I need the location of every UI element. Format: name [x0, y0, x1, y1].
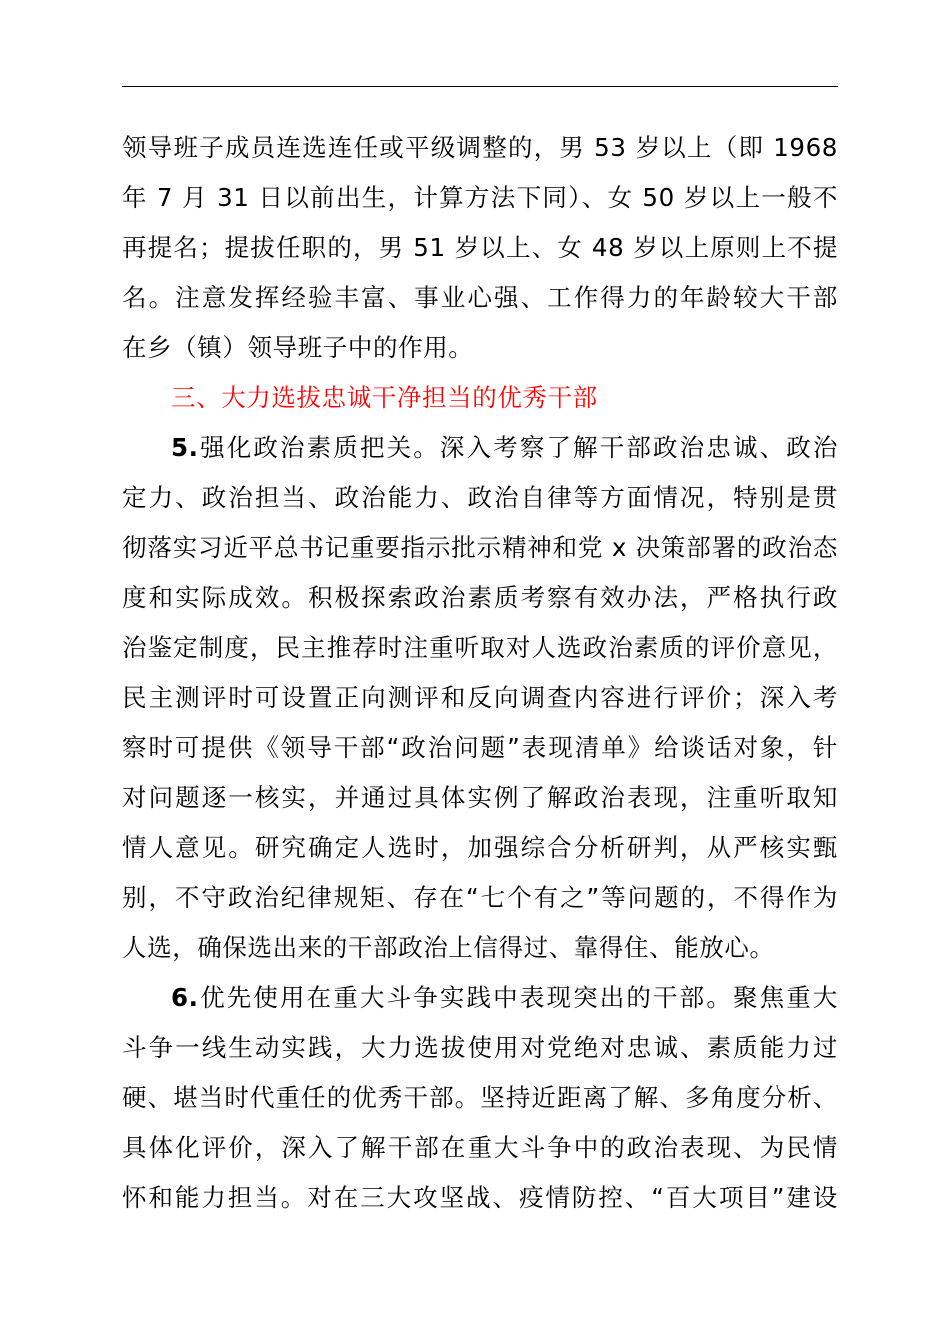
- paragraph-line: 硬、堪当时代重任的优秀干部。坚持近距离了解、多角度分析、: [122, 1083, 838, 1112]
- paragraph-line: 别，不守政治纪律规矩、存在“七个有之”等问题的，不得作为: [122, 883, 838, 912]
- paragraph-line: 名。注意发挥经验丰富、事业心强、工作得力的年龄较大干部: [122, 283, 838, 312]
- paragraph-line: 治鉴定制度，民主推荐时注重听取对人选政治素质的评价意见，: [122, 633, 838, 662]
- item-6-number: 6.: [171, 983, 199, 1012]
- paragraph-line: 在乡（镇）领导班子中的作用。: [122, 333, 474, 362]
- paragraph-line: 彻落实习近平总书记重要指示批示精神和党 x 决策部署的政治态: [122, 533, 838, 562]
- paragraph-line: 情人意见。研究确定人选时，加强综合分析研判，从严核实甄: [122, 833, 838, 862]
- paragraph-line: 怀和能力担当。对在三大攻坚战、疫情防控、“百大项目”建设: [122, 1183, 838, 1212]
- document-body: [122, 123, 838, 1223]
- item-6-first-line: [122, 973, 838, 1023]
- paragraph-line: 民主测评时可设置正向测评和反向调查内容进行评价；深入考: [122, 683, 838, 712]
- item-5-number: 5.: [171, 433, 199, 462]
- item-6-line: 优先使用在重大斗争实践中表现突出的干部。聚焦重大: [198, 983, 838, 1012]
- paragraph-line: 人选，确保选出来的干部政治上信得过、靠得住、能放心。: [122, 933, 775, 962]
- item-5-first-line: [122, 423, 838, 473]
- paragraph-line: 察时可提供《领导干部“政治问题”表现清单》给谈话对象，针: [122, 733, 838, 762]
- header-rule: [122, 86, 838, 87]
- section-heading: 三、大力选拔忠诚干净担当的优秀干部: [171, 383, 598, 412]
- paragraph-line: 具体化评价，深入了解干部在重大斗争中的政治表现、为民情: [122, 1133, 838, 1162]
- paragraph-line: 再提名；提拔任职的，男 51 岁以上、女 48 岁以上原则上不提: [122, 233, 838, 262]
- paragraph-line: 斗争一线生动实践，大力选拔使用对党绝对忠诚、素质能力过: [122, 1033, 838, 1062]
- item-5-line: 强化政治素质把关。深入考察了解干部政治忠诚、政治: [198, 433, 838, 462]
- paragraph-line: 领导班子成员连选连任或平级调整的，男 53 岁以上（即 1968: [122, 133, 838, 162]
- paragraph-line: 年 7 月 31 日以前出生，计算方法下同）、女 50 岁以上一般不: [122, 183, 838, 212]
- paragraph-line: 度和实际成效。积极探索政治素质考察有效办法，严格执行政: [122, 583, 838, 612]
- paragraph-line: 对问题逐一核实，并通过具体实例了解政治表现，注重听取知: [122, 783, 838, 812]
- paragraph-line: 定力、政治担当、政治能力、政治自律等方面情况，特别是贯: [122, 483, 838, 512]
